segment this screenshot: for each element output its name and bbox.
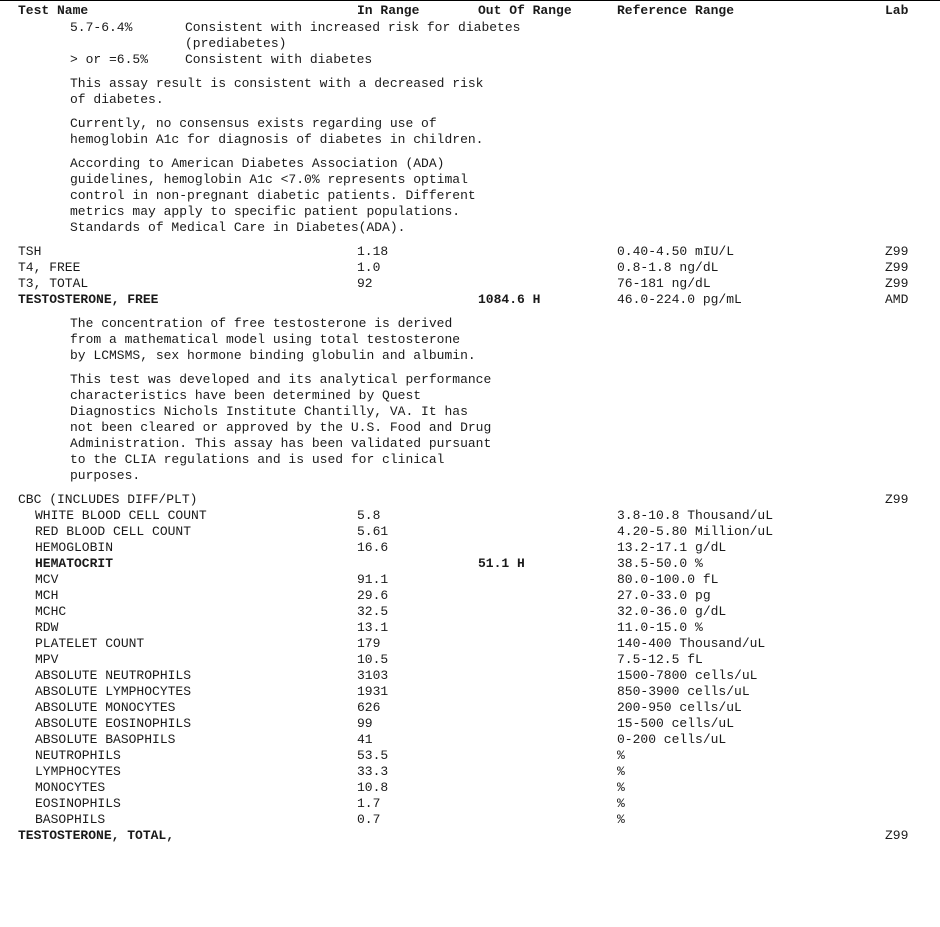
in-range-value: 0.7 [357,812,381,827]
test-name: T3, TOTAL [18,276,89,291]
test-name: ABSOLUTE MONOCYTES [35,700,176,715]
reference-range: 11.0-15.0 % [617,620,703,635]
note-line: metrics may apply to specific patient populations. [70,204,461,219]
cbc-result-row [0,796,940,812]
reference-range: 140-400 Thousand/uL [617,636,766,651]
in-range-value: 29.6 [357,588,389,603]
reference-range: 200-950 cells/uL [617,700,742,715]
a1c-range: > or =6.5% [70,52,149,67]
in-range-value: 5.61 [357,524,389,539]
cbc-result-row [0,652,940,668]
cbc-result-row [0,540,940,556]
lab-code: Z99 [885,260,909,275]
lab-code: Z99 [885,244,909,259]
note-line: not been cleared or approved by the U.S. Food and Drug [70,420,492,435]
note-line: Diagnostics Nichols Institute Chantilly, VA. It has [70,404,468,419]
lab-code: Z99 [885,492,909,507]
in-range-value: 41 [357,732,373,747]
test-name: MPV [35,652,59,667]
reference-range: 1500-7800 cells/uL [617,668,758,683]
cbc-result-row [0,524,940,540]
note-line: control in non-pregnant diabetic patients. Different [70,188,476,203]
reference-range: % [617,812,625,827]
in-range-value: 92 [357,276,373,291]
note-line: hemoglobin A1c for diagnosis of diabetes in children. [70,132,484,147]
test-name: ABSOLUTE LYMPHOCYTES [35,684,192,699]
note-line: guidelines, hemoglobin A1c <7.0% represents optimal [70,172,468,187]
in-range-value: 10.5 [357,652,389,667]
a1c-range: 5.7-6.4% [70,20,133,35]
header-lab: Lab [885,3,909,18]
note-line: Currently, no consensus exists regarding use of [70,116,437,131]
note-line: characteristics have been determined by Quest [70,388,422,403]
test-name: BASOPHILS [35,812,106,827]
in-range-value: 33.3 [357,764,389,779]
reference-range: % [617,764,625,779]
a1c-interpretation-row [0,36,940,52]
a1c-range-text: Consistent with increased risk for diabetes [185,20,521,35]
reference-range: 850-3900 cells/uL [617,684,750,699]
test-name: TESTOSTERONE, FREE [18,292,159,307]
cbc-result-row [0,620,940,636]
a1c-interpretation-row [0,52,940,68]
test-name: EOSINOPHILS [35,796,121,811]
note-line: This test was developed and its analytical performance [70,372,492,387]
reference-range: 38.5-50.0 % [617,556,703,571]
cbc-result-row [0,748,940,764]
in-range-value: 99 [357,716,373,731]
note-line: This assay result is consistent with a decreased risk [70,76,484,91]
note-line: purposes. [70,468,141,483]
test-name: HEMOGLOBIN [35,540,114,555]
reference-range: 46.0-224.0 pg/mL [617,292,742,307]
reference-range: 3.8-10.8 Thousand/uL [617,508,774,523]
cbc-panel-row [0,492,940,508]
lab-code: Z99 [885,828,909,843]
reference-range: 7.5-12.5 fL [617,652,703,667]
cbc-result-row [0,556,940,572]
test-name: WHITE BLOOD CELL COUNT [35,508,207,523]
test-name: ABSOLUTE EOSINOPHILS [35,716,192,731]
test-name: RED BLOOD CELL COUNT [35,524,192,539]
in-range-value: 5.8 [357,508,381,523]
cbc-result-row [0,588,940,604]
in-range-value: 16.6 [357,540,389,555]
a1c-range-text: (prediabetes) [185,36,287,51]
test-name: MCHC [35,604,67,619]
test-name: T4, FREE [18,260,81,275]
reference-range: 76-181 ng/dL [617,276,711,291]
result-row-testosterone-total [0,828,940,844]
result-row-t4-free [0,260,940,276]
lab-code: Z99 [885,276,909,291]
cbc-result-row [0,668,940,684]
cbc-result-row [0,684,940,700]
cbc-result-row [0,764,940,780]
note-line: According to American Diabetes Association (ADA) [70,156,445,171]
out-of-range-value: 51.1 H [478,556,525,571]
result-row-testosterone-free [0,292,940,308]
test-name: TSH [18,244,42,259]
reference-range: 0.8-1.8 ng/dL [617,260,719,275]
test-name: CBC (INCLUDES DIFF/PLT) [18,492,198,507]
in-range-value: 1.7 [357,796,381,811]
cbc-result-row [0,572,940,588]
header-out-of-range: Out Of Range [478,3,572,18]
test-name: ABSOLUTE BASOPHILS [35,732,176,747]
cbc-result-row [0,636,940,652]
cbc-result-row [0,732,940,748]
header-reference-range: Reference Range [617,3,735,18]
reference-range: 0.40-4.50 mIU/L [617,244,735,259]
test-name: NEUTROPHILS [35,748,121,763]
in-range-value: 32.5 [357,604,389,619]
note-line: by LCMSMS, sex hormone binding globulin and albumin. [70,348,476,363]
lab-code: AMD [885,292,909,307]
cbc-result-row [0,508,940,524]
header-in-range: In Range [357,3,420,18]
reference-range: % [617,796,625,811]
in-range-value: 179 [357,636,381,651]
test-name: MCH [35,588,59,603]
cbc-result-row [0,604,940,620]
note-line: to the CLIA regulations and is used for clinical [70,452,445,467]
test-name: RDW [35,620,59,635]
reference-range: 32.0-36.0 g/dL [617,604,727,619]
test-name: MCV [35,572,59,587]
column-header-row [0,3,940,19]
test-name: PLATELET COUNT [35,636,145,651]
result-row-tsh [0,244,940,260]
note-line: Standards of Medical Care in Diabetes(ADA). [70,220,406,235]
out-of-range-value: 1084.6 H [478,292,541,307]
a1c-range-text: Consistent with diabetes [185,52,373,67]
a1c-interpretation-row [0,20,940,36]
reference-range: 15-500 cells/uL [617,716,735,731]
reference-range: % [617,748,625,763]
cbc-rows [0,508,940,828]
reference-range: 27.0-33.0 pg [617,588,711,603]
report-body [0,20,940,844]
reference-range: 4.20-5.80 Million/uL [617,524,774,539]
reference-range: 80.0-100.0 fL [617,572,719,587]
in-range-value: 53.5 [357,748,389,763]
reference-range: % [617,780,625,795]
cbc-result-row [0,716,940,732]
result-row-t3-total [0,276,940,292]
test-name: MONOCYTES [35,780,106,795]
in-range-value: 626 [357,700,381,715]
in-range-value: 1.0 [357,260,381,275]
in-range-value: 13.1 [357,620,389,635]
in-range-value: 91.1 [357,572,389,587]
cbc-result-row [0,812,940,828]
note-line: The concentration of free testosterone is derived [70,316,453,331]
reference-range: 13.2-17.1 g/dL [617,540,727,555]
test-name: LYMPHOCYTES [35,764,121,779]
test-name: TESTOSTERONE, TOTAL, [18,828,175,843]
cbc-result-row [0,700,940,716]
test-name: HEMATOCRIT [35,556,114,571]
in-range-value: 1.18 [357,244,389,259]
note-line: Administration. This assay has been validated pursuant [70,436,492,451]
in-range-value: 1931 [357,684,389,699]
header-test-name: Test Name [18,3,89,18]
note-line: from a mathematical model using total testosterone [70,332,461,347]
reference-range: 0-200 cells/uL [617,732,727,747]
in-range-value: 10.8 [357,780,389,795]
test-name: ABSOLUTE NEUTROPHILS [35,668,192,683]
cbc-result-row [0,780,940,796]
note-line: of diabetes. [70,92,164,107]
in-range-value: 3103 [357,668,389,683]
top-rule [0,0,940,1]
